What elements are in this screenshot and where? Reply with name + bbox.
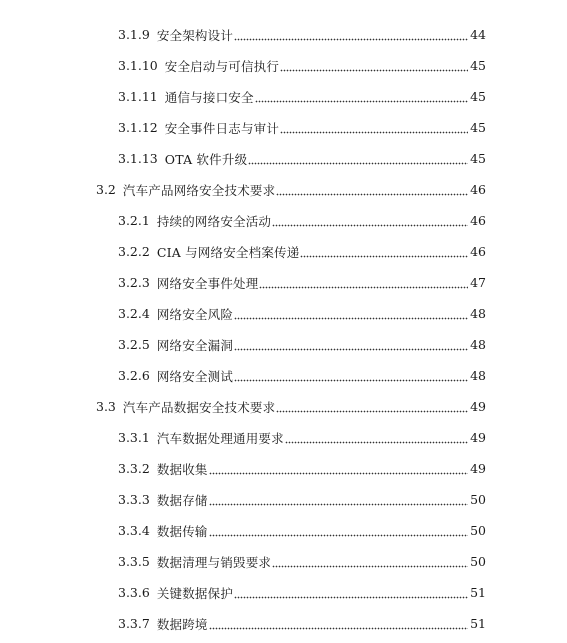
section-title: 安全事件日志与审计 [164, 120, 280, 136]
dot-leader [272, 556, 468, 568]
toc-entry[interactable] [0, 143, 567, 174]
section-title: 通信与接口安全 [164, 89, 254, 105]
page-number: 48 [470, 368, 486, 383]
dot-leader [300, 246, 468, 258]
section-title: 汽车数据处理通用要求 [156, 430, 284, 446]
toc-entry[interactable] [0, 515, 567, 546]
page-number: 45 [470, 89, 486, 104]
section-number: 3.3.2 [118, 461, 150, 476]
toc-entry[interactable] [0, 608, 567, 639]
page-number: 49 [470, 461, 486, 476]
dot-leader [234, 370, 468, 382]
page-number: 47 [470, 275, 486, 290]
dot-leader [234, 587, 468, 599]
section-number: 3.3.3 [118, 492, 150, 507]
toc-entry[interactable] [0, 422, 567, 453]
toc-entry[interactable] [0, 50, 567, 81]
page-number: 51 [470, 585, 486, 600]
page-number: 48 [470, 306, 486, 321]
section-title: OTA 软件升级 [164, 151, 248, 167]
section-title: 数据收集 [156, 461, 208, 477]
section-title: 汽车产品网络安全技术要求 [122, 182, 276, 198]
page-number: 46 [470, 244, 486, 259]
page-number: 45 [470, 58, 486, 73]
section-title: 数据跨境 [156, 616, 208, 632]
dot-leader [285, 432, 468, 444]
toc-entry[interactable] [0, 19, 567, 50]
section-number: 3.1.10 [118, 58, 158, 73]
section-number: 3.3.4 [118, 523, 150, 538]
dot-leader [209, 525, 468, 537]
toc-entry[interactable] [0, 360, 567, 391]
section-number: 3.2.1 [118, 213, 150, 228]
section-number: 3.1.11 [118, 89, 158, 104]
dot-leader [259, 277, 468, 289]
section-title: 关键数据保护 [156, 585, 234, 601]
dot-leader [209, 463, 468, 475]
section-title: 安全架构设计 [156, 27, 234, 43]
table-of-contents [0, 19, 567, 639]
toc-entry[interactable] [0, 81, 567, 112]
page-number: 48 [470, 337, 486, 352]
dot-leader [234, 29, 468, 41]
toc-entry[interactable] [0, 298, 567, 329]
page-number: 49 [470, 430, 486, 445]
section-title: 数据清理与销毁要求 [156, 554, 272, 570]
toc-entry[interactable] [0, 453, 567, 484]
section-number: 3.3 [96, 399, 116, 414]
dot-leader [234, 339, 468, 351]
dot-leader [276, 401, 468, 413]
section-title: 持续的网络安全活动 [156, 213, 272, 229]
section-number: 3.3.6 [118, 585, 150, 600]
section-title: 网络安全事件处理 [156, 275, 259, 291]
toc-entry[interactable] [0, 391, 567, 422]
page-number: 50 [470, 554, 486, 569]
page-number: 44 [470, 27, 486, 42]
section-number: 3.2.5 [118, 337, 150, 352]
page-number: 51 [470, 616, 486, 631]
section-number: 3.1.13 [118, 151, 158, 166]
section-number: 3.2.2 [118, 244, 150, 259]
dot-leader [280, 60, 468, 72]
section-number: 3.1.12 [118, 120, 158, 135]
toc-entry[interactable] [0, 546, 567, 577]
page-number: 49 [470, 399, 486, 414]
section-title: 网络安全风险 [156, 306, 234, 322]
section-number: 3.3.5 [118, 554, 150, 569]
section-number: 3.2 [96, 182, 116, 197]
section-number: 3.2.3 [118, 275, 150, 290]
dot-leader [276, 184, 468, 196]
page-number: 50 [470, 523, 486, 538]
section-title: 网络安全漏洞 [156, 337, 234, 353]
toc-entry[interactable] [0, 577, 567, 608]
dot-leader [248, 153, 468, 165]
dot-leader [234, 308, 468, 320]
page-number: 45 [470, 120, 486, 135]
section-number: 3.2.6 [118, 368, 150, 383]
toc-entry[interactable] [0, 236, 567, 267]
dot-leader [272, 215, 468, 227]
dot-leader [209, 494, 468, 506]
section-title: 汽车产品数据安全技术要求 [122, 399, 276, 415]
page-number: 45 [470, 151, 486, 166]
section-title: 网络安全测试 [156, 368, 234, 384]
page-number: 50 [470, 492, 486, 507]
section-title: 安全启动与可信执行 [164, 58, 280, 74]
page-number: 46 [470, 213, 486, 228]
toc-entry[interactable] [0, 484, 567, 515]
dot-leader [280, 122, 468, 134]
dot-leader [255, 91, 468, 103]
section-title: 数据存储 [156, 492, 208, 508]
toc-entry[interactable] [0, 205, 567, 236]
section-number: 3.3.1 [118, 430, 150, 445]
section-title: 数据传输 [156, 523, 208, 539]
section-number: 3.1.9 [118, 27, 150, 42]
dot-leader [209, 618, 468, 630]
toc-entry[interactable] [0, 267, 567, 298]
page-number: 46 [470, 182, 486, 197]
toc-entry[interactable] [0, 174, 567, 205]
section-number: 3.2.4 [118, 306, 150, 321]
toc-entry[interactable] [0, 329, 567, 360]
section-number: 3.3.7 [118, 616, 150, 631]
section-title: CIA 与网络安全档案传递 [156, 244, 300, 260]
toc-entry[interactable] [0, 112, 567, 143]
